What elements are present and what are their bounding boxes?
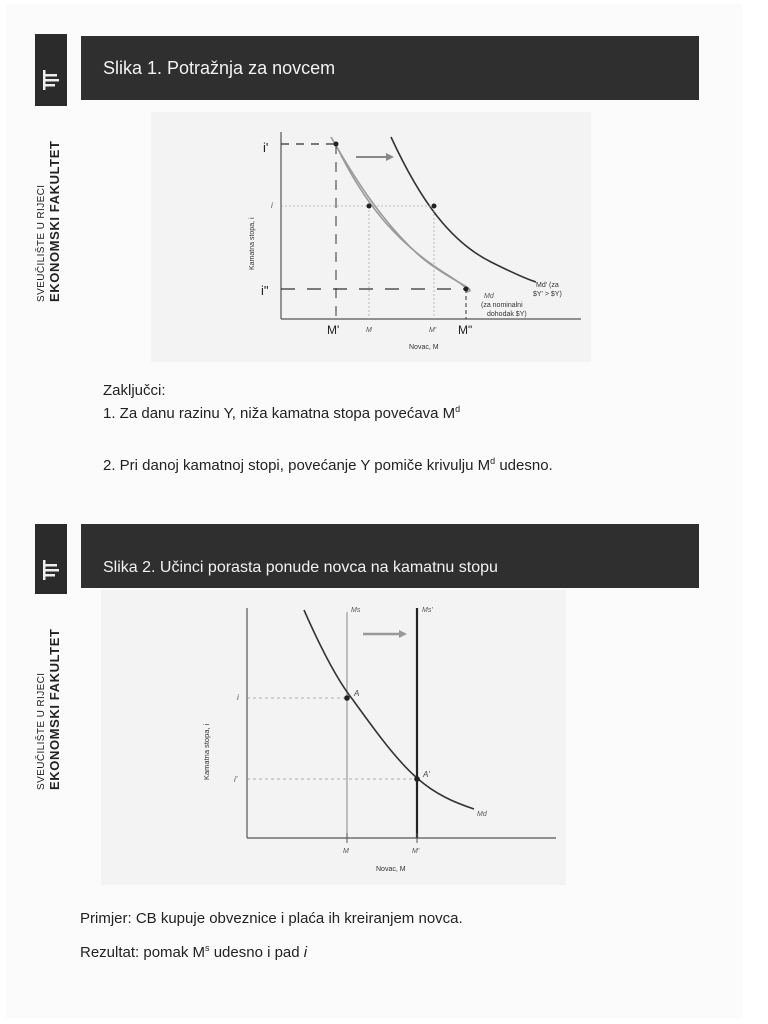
figure2-label-M: M (343, 848, 349, 855)
figure1-chart (151, 112, 591, 362)
figure2-ylabel: Kamatna stopa, i (202, 723, 211, 780)
figure1-graph-area (151, 112, 591, 362)
figure1-title-banner (81, 36, 699, 100)
figure2-label-i: i (237, 693, 239, 702)
figure2-label-i-prime: i' (234, 775, 238, 784)
figure2-title: Slika 2. Učinci porasta ponude novca na kamatnu stopu (103, 559, 498, 576)
document-page (6, 4, 742, 1018)
figure2-xlabel: Novac, M (376, 866, 406, 873)
figure2-label-A-prime: A' (423, 770, 430, 779)
faculty-sidebar-bottom (35, 524, 67, 594)
figure2-label-Md: Md (477, 811, 487, 818)
figure1-label-M-sec: M' (429, 327, 437, 334)
figure1-curve1-label2: (za nominalni (481, 302, 523, 309)
figure1-xlabel: Novac, M (409, 344, 439, 351)
example-line-1: Primjer: CB kupuje obveznice i plaća ih kreiranjem novca. (80, 910, 463, 927)
faculty-name-bottom: EKONOMSKI FAKULTET (47, 628, 62, 790)
figure2-label-A: A (354, 689, 360, 698)
university-name: SVEUČILIŠTE U RIJECI (36, 184, 47, 302)
faculty-name: EKONOMSKI FAKULTET (47, 140, 62, 302)
faculty-vertical-text-top (36, 141, 62, 303)
figure2-graph-area (101, 590, 566, 885)
figure1-label-i: i (271, 201, 273, 210)
figure2-label-M-prime: M' (412, 848, 420, 855)
figure1-title: Slika 1. Potražnja za novcem (103, 57, 336, 78)
faculty-sidebar-top (35, 34, 67, 106)
figure1-curve2-label2: $Y' > $Y) (533, 291, 562, 298)
example-line-2: Rezultat: pomak $M^s$ udesno i pad i (80, 943, 308, 961)
figure1-curve1-label: Md (484, 293, 494, 300)
university-name-bottom: SVEUČILIŠTE U RIJECI (36, 672, 47, 790)
faculty-logo-icon-bottom (35, 524, 67, 594)
figure1-ylabel: Kamatna stopa, i (249, 217, 256, 270)
conclusions-heading: Zaključci: (103, 382, 166, 399)
figure1-label-i-dbl: i" (261, 283, 269, 298)
figure1-label-i-prime: i' (263, 140, 269, 155)
faculty-logo-icon (35, 34, 67, 106)
figure2-label-Ms: Ms (351, 607, 361, 614)
conclusion-point-1: 1. Za danu razinu Y, niža kamatna stopa povećava $M^d$ (103, 404, 461, 422)
faculty-vertical-text-bottom (36, 629, 62, 791)
figure1-curve1-label3: dohodak $Y) (487, 311, 527, 318)
figure1-md-curve (331, 137, 470, 292)
figure1-label-M-prime: M' (327, 323, 340, 337)
figure2-label-Ms-prime: Ms' (422, 607, 433, 614)
figure2-md-curve (304, 610, 474, 809)
figure2-title-banner (81, 524, 699, 588)
figure1-label-M-dbl: M" (458, 323, 473, 337)
conclusion-point-2: 2. Pri danoj kamatnoj stopi, povećanje Y pomiče krivulju $M^d$ udesno. (103, 456, 553, 474)
figure1-curve2-label: Md' (za (536, 282, 559, 289)
figure1-label-M: M (366, 327, 372, 334)
figure2-chart (101, 590, 566, 885)
figure1-md-prime-curve (391, 137, 536, 282)
